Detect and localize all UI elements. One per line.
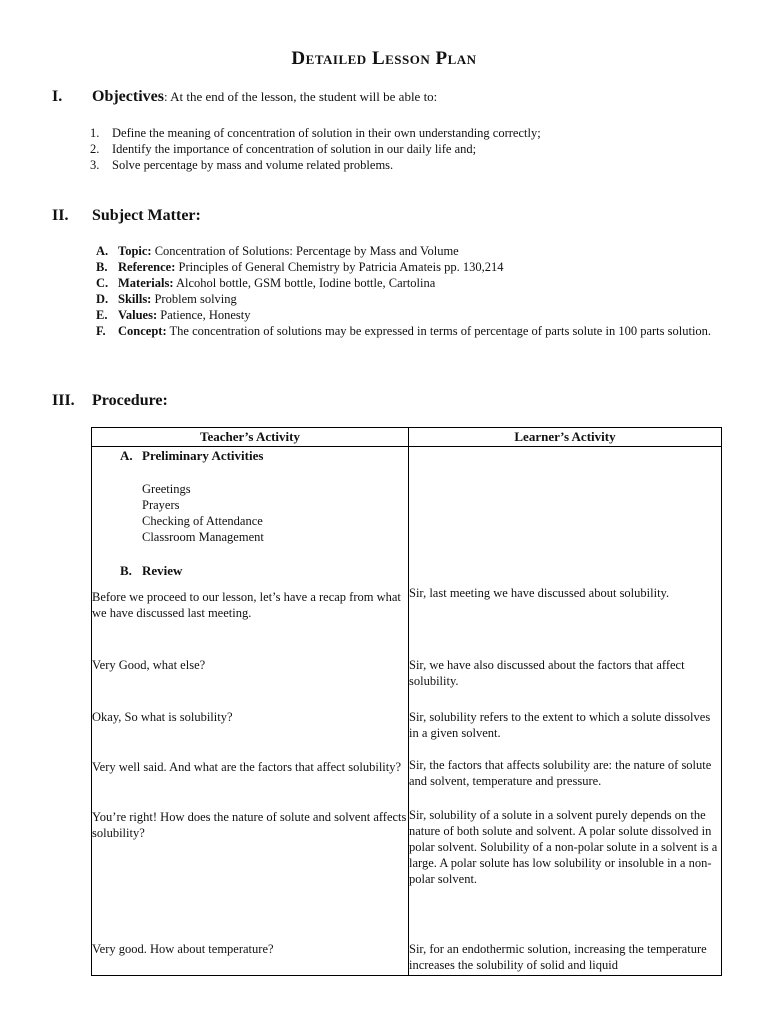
item-label: Materials:	[118, 276, 174, 290]
sub-letter: A.	[120, 448, 133, 463]
learner-cell: Sir, solubility refers to the extent to which a solute dissolves in a given solvent.	[409, 705, 722, 755]
list-item: Checking of Attendance	[142, 514, 263, 528]
item-text: Concentration of Solutions: Percentage by Mass and Volume	[151, 244, 459, 258]
section-label: Objectives	[92, 88, 164, 105]
sub-heading-text: Preliminary Activities	[142, 448, 264, 463]
section-number: III.	[52, 392, 75, 409]
learner-cell: Sir, we have also discussed about the factors that affect solubility.	[409, 653, 722, 705]
preliminary-list	[92, 481, 408, 545]
procedure-heading	[52, 392, 168, 410]
list-item: Classroom Management	[142, 530, 264, 544]
table-row	[92, 705, 722, 755]
item-text: Alcohol bottle, GSM bottle, Iodine bottle, Cartolina	[173, 276, 436, 290]
sub-heading-text: Review	[142, 563, 183, 578]
item-text: Identify the importance of concentration of solution in our daily life and;	[112, 142, 477, 156]
review-heading	[92, 563, 408, 579]
objectives-heading	[52, 88, 437, 106]
item-label: Values:	[118, 308, 158, 322]
table-row	[92, 755, 722, 805]
objectives-list	[90, 125, 730, 173]
teacher-cell: Before we proceed to our lesson, let’s have a recap from what we have discussed last meeting.	[92, 579, 409, 653]
teacher-cell: Okay, So what is solubility?	[92, 705, 409, 755]
learner-activity-header: Learner’s Activity	[409, 428, 722, 447]
item-text: Solve percentage by mass and volume related problems.	[112, 158, 394, 172]
list-item: Prayers	[142, 498, 180, 512]
section-label: Subject Matter:	[92, 207, 201, 224]
list-item	[90, 141, 730, 157]
table-header-row	[92, 428, 722, 447]
teacher-cell	[92, 447, 409, 580]
item-text: Define the meaning of concentration of solution in their own understanding correctly;	[112, 126, 541, 140]
list-item	[96, 307, 736, 323]
table-row	[92, 937, 722, 976]
item-number: 2.	[90, 142, 100, 156]
item-label: Reference:	[118, 260, 176, 274]
item-letter: A.	[96, 244, 109, 258]
item-text: The concentration of solutions may be expressed in terms of percentage of parts solute in 100 parts solution.	[166, 324, 712, 338]
item-letter: C.	[96, 276, 109, 290]
teacher-activity-header: Teacher’s Activity	[92, 428, 409, 447]
list-item: Greetings	[142, 482, 191, 496]
section-label: Procedure:	[92, 392, 168, 409]
sub-letter: B.	[120, 563, 132, 578]
teacher-cell: Very good. How about temperature?	[92, 937, 409, 976]
item-number: 3.	[90, 158, 100, 172]
table-row	[92, 805, 722, 937]
learner-cell: Sir, for an endothermic solution, increasing the temperature increases the solubility of solid and liquid	[409, 937, 722, 976]
item-letter: D.	[96, 292, 109, 306]
item-text: Patience, Honesty	[157, 308, 251, 322]
list-item	[96, 323, 736, 339]
item-label: Skills:	[118, 292, 152, 306]
item-text: Problem solving	[151, 292, 237, 306]
learner-cell: Sir, last meeting we have discussed about solubility.	[409, 579, 722, 653]
objectives-intro: : At the end of the lesson, the student will be able to:	[163, 89, 438, 104]
list-item	[90, 157, 730, 173]
subject-matter-heading	[52, 207, 201, 225]
item-text: Principles of General Chemistry by Patricia Amateis pp. 130,214	[175, 260, 504, 274]
learner-cell: Sir, the factors that affects solubility are: the nature of solute and solvent, temperature and pressure.	[409, 755, 722, 805]
table-row	[92, 653, 722, 705]
teacher-cell: Very Good, what else?	[92, 653, 409, 705]
list-item	[96, 275, 736, 291]
learner-cell	[409, 447, 722, 580]
preliminary-heading	[92, 448, 408, 464]
list-item	[96, 259, 736, 275]
item-letter: B.	[96, 260, 108, 274]
teacher-cell: Very well said. And what are the factors that affect solubility?	[92, 755, 409, 805]
table-row	[92, 447, 722, 580]
document-title: Detailed Lesson Plan	[291, 48, 477, 69]
learner-cell: Sir, solubility of a solute in a solvent purely depends on the nature of both solute and solvent. A polar solute dissolved in polar solvent. Solubility of a non-polar solute in a solvent is a large. A polar solute has low solubility or insoluble in a non-polar solvent.	[409, 805, 722, 937]
section-number: II.	[52, 207, 69, 224]
list-item	[90, 125, 730, 141]
list-item	[96, 243, 736, 259]
item-number: 1.	[90, 126, 100, 140]
item-label: Topic:	[118, 244, 152, 258]
table-row	[92, 579, 722, 653]
teacher-cell: You’re right! How does the nature of solute and solvent affects solubility?	[92, 805, 409, 937]
subject-matter-list	[96, 243, 736, 339]
item-letter: E.	[96, 308, 108, 322]
item-letter: F.	[96, 324, 106, 338]
item-label: Concept:	[118, 324, 167, 338]
list-item	[96, 291, 736, 307]
section-number: I.	[52, 88, 63, 105]
procedure-table	[91, 427, 722, 976]
